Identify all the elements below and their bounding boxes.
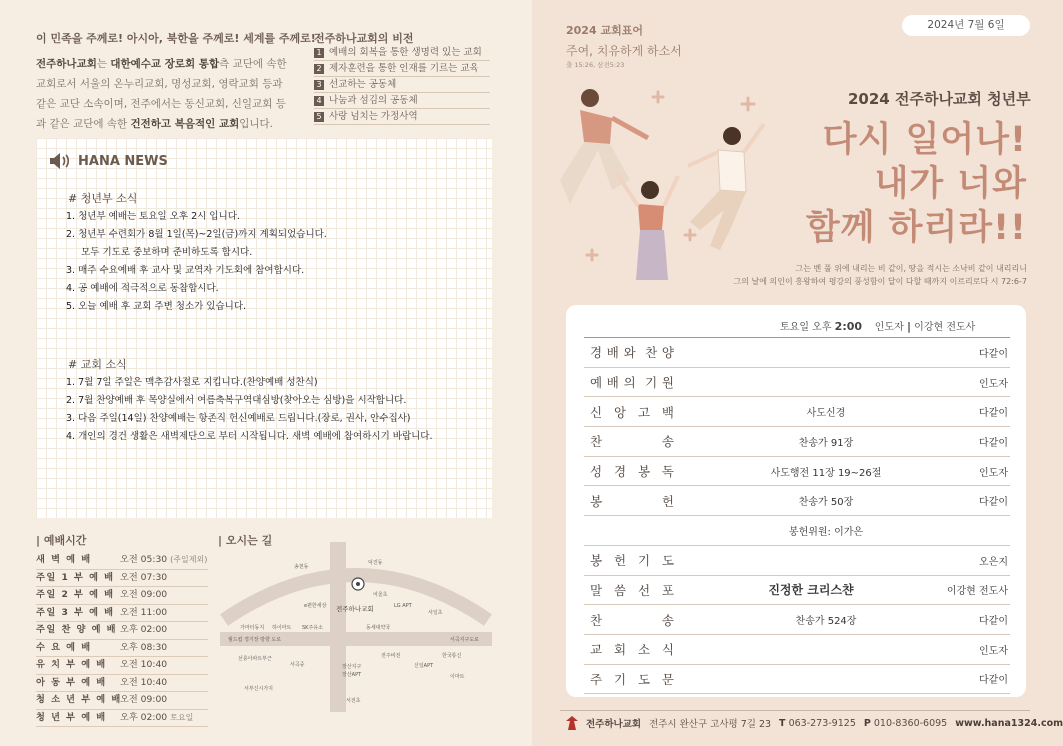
worship-row bbox=[584, 368, 1010, 398]
worship-item-detail: 찬송가 50장 bbox=[798, 497, 854, 509]
footer-phone-label: P bbox=[863, 717, 871, 729]
map-label: 서곡지구도로 bbox=[450, 637, 479, 643]
vision-item bbox=[314, 94, 490, 109]
service-name: 새 벽 예 배 bbox=[36, 554, 92, 565]
worship-item-detail: 찬송가 91장 bbox=[798, 437, 854, 449]
worship-item-leader: 다같이 bbox=[979, 408, 1008, 420]
worship-item-leader: 인도자 bbox=[979, 467, 1008, 479]
worship-item-name: 찬 송 bbox=[590, 434, 674, 450]
map-label: 서곡중 bbox=[290, 662, 305, 668]
church-news-title: # 교회 소식 bbox=[68, 358, 127, 371]
vision-text: 사랑 넘치는 가정사역 bbox=[329, 111, 418, 122]
worship-item-leader: 다같이 bbox=[979, 348, 1008, 360]
service-time: 오후 02:00 bbox=[120, 711, 168, 723]
map-label: 한국통신 bbox=[442, 653, 462, 659]
slogan-line: 내가 너와 bbox=[874, 164, 1027, 204]
worship-item-name: 찬 송 bbox=[590, 612, 674, 628]
schedule-row bbox=[36, 622, 208, 640]
map-title-text: 오시는 길 bbox=[225, 534, 273, 547]
schedule-row bbox=[36, 587, 208, 605]
vision-number: 2 bbox=[314, 64, 324, 74]
footer-divider bbox=[560, 710, 1030, 711]
service-name: 주일 1 부 예 배 bbox=[36, 571, 115, 583]
schedule-row bbox=[36, 552, 208, 570]
list-item: 2. 청년부 수련회가 8월 1일(목)~2일(금)까지 계획되었습니다. bbox=[66, 229, 327, 240]
worship-item-name: 봉 헌 기 도 bbox=[590, 553, 674, 569]
vision-text: 제자훈련을 통한 인재를 기르는 교육 bbox=[329, 63, 479, 74]
schedule-row bbox=[36, 657, 208, 675]
worship-header bbox=[780, 318, 975, 333]
footer-phone: 010-8360-6095 bbox=[873, 717, 948, 729]
vision-item bbox=[314, 78, 490, 93]
list-item: 3. 다음 주일(14일) 찬양예배는 항존직 헌신예배로 드립니다.(장로, 권사, 안수집사) bbox=[66, 413, 411, 424]
service-time: 오전 10:40 bbox=[120, 676, 168, 688]
worship-row bbox=[584, 397, 1010, 427]
list-item: 모두 기도로 중보하며 준비하도록 합시다. bbox=[66, 247, 253, 258]
map-label: 동세대약국 bbox=[366, 625, 391, 631]
denomination: 대한예수교 장로회 통합 bbox=[110, 58, 220, 70]
vision-item bbox=[314, 110, 490, 125]
map-label: 서부신시가지 bbox=[244, 686, 273, 692]
worship-item-detail: 진정한 크리스챤 bbox=[768, 583, 854, 598]
worship-item-detail: 봉헌위원: 이가은 bbox=[788, 526, 864, 538]
intro-text: 는 bbox=[96, 58, 111, 70]
service-name: 청 년 부 예 배 bbox=[36, 711, 107, 723]
worship-item-leader: 오은지 bbox=[979, 556, 1008, 568]
map-pin-icon bbox=[352, 578, 364, 590]
youth-news-heading bbox=[68, 190, 137, 206]
map-label: 하이마트 bbox=[272, 625, 292, 631]
youth-news-title: # 청년부 소식 bbox=[68, 192, 138, 205]
service-name: 아 동 부 예 배 bbox=[36, 676, 107, 688]
map-label: 선릉아파트부근 bbox=[238, 656, 272, 662]
footer-church-name: 전주하나교회 bbox=[586, 719, 642, 730]
worship-item-leader: 다같이 bbox=[979, 616, 1008, 628]
map-label: 장산APT bbox=[342, 672, 362, 678]
worship-item-detail: 찬송가 524장 bbox=[795, 616, 857, 628]
vision-number: 3 bbox=[314, 80, 324, 90]
intro-text: 측 교단에 속한 교회로서 서울의 온누리교회, 명성교회, 영락교회 등과 같은 교단 소속이며, 전주에서는 동신교회, 신일교회 등과 같은 교단에 속한 bbox=[36, 58, 287, 130]
service-name: 수 요 예 배 bbox=[36, 641, 92, 653]
vision-text: 선교하는 공동체 bbox=[329, 79, 397, 90]
worship-leader: 이강현 전도사 bbox=[914, 322, 976, 333]
service-time: 오전 07:30 bbox=[120, 571, 168, 583]
jumping-people-illustration bbox=[540, 80, 790, 290]
footer-tel-label: T bbox=[779, 717, 786, 729]
scripture-quote bbox=[734, 262, 1027, 288]
speaker-icon bbox=[48, 152, 72, 170]
worship-item-name: 주 기 도 문 bbox=[590, 671, 674, 687]
list-item: 4. 공 예배에 적극적으로 동참합시다. bbox=[66, 283, 219, 294]
service-time: 오전 09:00 bbox=[120, 694, 168, 705]
map-label: 가마터동지 bbox=[240, 625, 265, 631]
map-label: 서일초 bbox=[428, 610, 443, 616]
worship-row bbox=[584, 605, 1010, 635]
map-label: 신일APT bbox=[414, 663, 434, 669]
vision-item bbox=[314, 62, 490, 77]
service-time: 오전 05:30 bbox=[120, 554, 168, 565]
bulletin-date: 2024년 7월 6일 bbox=[902, 15, 1030, 36]
worship-row bbox=[584, 665, 1010, 695]
map-label: 여울초 bbox=[373, 592, 388, 598]
year-theme-title: 2024 교회표어 bbox=[566, 24, 643, 37]
map-label: 전주비전 bbox=[381, 653, 401, 659]
vision-item bbox=[314, 46, 490, 61]
worship-item-leader: 다같이 bbox=[979, 437, 1008, 449]
worship-row bbox=[584, 516, 1010, 546]
vision-text: 예배의 회복을 통한 생명력 있는 교회 bbox=[329, 47, 482, 58]
list-item: 3. 매주 수요예배 후 교사 및 교역자 기도회에 참여합시다. bbox=[66, 265, 305, 276]
vision-number: 5 bbox=[314, 112, 324, 122]
map-label: 이마트 bbox=[450, 674, 465, 680]
year-theme-reference: 출 15:26, 삼전5:23 bbox=[566, 61, 625, 69]
worship-item-name: 성 경 봉 독 bbox=[590, 464, 674, 480]
map-label: 서전초 bbox=[346, 698, 361, 704]
list-item: 1. 7월 7일 주일은 맥추감사절로 지킵니다.(찬양예배 성찬식) bbox=[66, 377, 318, 388]
worship-item-leader: 다같이 bbox=[979, 497, 1008, 509]
map-label: LG APT bbox=[394, 603, 412, 609]
service-time: 오전 09:00 bbox=[120, 589, 168, 600]
map-label: 송천동 bbox=[294, 564, 309, 570]
vision-number: 1 bbox=[314, 48, 324, 58]
service-note: (주일제외) bbox=[170, 555, 208, 564]
worship-row bbox=[584, 338, 1010, 368]
church-news-heading bbox=[68, 356, 127, 372]
schedule-title-text: 예배시간 bbox=[43, 534, 87, 547]
worship-row bbox=[584, 457, 1010, 487]
schedule-row bbox=[36, 605, 208, 623]
service-time: 오후 08:30 bbox=[120, 641, 168, 653]
map-label: 월드컵 경기장 방향 도로 bbox=[228, 637, 282, 643]
intro-text: 입니다. bbox=[239, 118, 274, 130]
schedule-table bbox=[36, 552, 208, 727]
church-name: 전주하나교회 bbox=[36, 58, 97, 70]
map-label: 덕진동 bbox=[368, 560, 383, 566]
worship-item-leader: 인도자 bbox=[979, 645, 1008, 657]
list-item: 4. 개인의 경건 생활은 새벽제단으로 부터 시작됩니다. 새벽 예배에 참여하시기 바랍니다. bbox=[66, 431, 433, 442]
year-theme-text: 주여, 치유하게 하소서 bbox=[566, 44, 682, 58]
map-label: e편한세상 bbox=[304, 603, 327, 609]
vision-title: 전주하나교회의 비전 bbox=[314, 32, 414, 45]
service-name: 주일 찬 양 예 배 bbox=[36, 624, 118, 635]
footer-address: 전주시 완산구 고사평 7길 23 bbox=[649, 719, 772, 730]
worship-row bbox=[584, 546, 1010, 576]
schedule-row bbox=[36, 710, 208, 728]
intro-headline: 이 민족을 주께로! 아시아, 북한을 주께로! 세계를 주께로! bbox=[36, 32, 316, 45]
worship-item-leader: 인도자 bbox=[979, 378, 1008, 390]
service-note: 토요일 bbox=[170, 712, 194, 722]
news-header bbox=[48, 152, 168, 170]
schedule-row bbox=[36, 570, 208, 588]
service-name: 주일 3 부 예 배 bbox=[36, 606, 115, 618]
vision-number: 4 bbox=[314, 96, 324, 106]
map-title: | 오시는 길 bbox=[218, 534, 273, 547]
list-item: 2. 7월 찬양예배 후 목양실에서 여름축복구역대심방(찾아오는 심방)을 시작합니다. bbox=[66, 395, 407, 406]
intro-paragraph bbox=[36, 54, 294, 134]
scripture-line: 그는 벤 풀 위에 내리는 비 같이, 땅을 적시는 소낙비 같이 내리리니 bbox=[795, 264, 1027, 273]
worship-order-table bbox=[584, 338, 1010, 694]
slogan bbox=[806, 118, 1027, 250]
worship-item-name: 봉 헌 bbox=[590, 493, 674, 509]
slogan-line: 함께 하리라!! bbox=[805, 208, 1027, 248]
schedule-title: | 예배시간 bbox=[36, 534, 87, 547]
worship-row bbox=[584, 576, 1010, 606]
worship-item-leader: 이강현 전도사 bbox=[946, 586, 1008, 598]
list-item: 5. 오늘 예배 후 교회 주변 청소가 있습니다. bbox=[66, 301, 247, 312]
map-label-church: 전주하나교회 bbox=[336, 605, 374, 613]
service-name: 청 소 년 부 예 배 bbox=[36, 694, 122, 705]
worship-item-name: 말 씀 선 포 bbox=[590, 582, 674, 598]
worship-row bbox=[584, 635, 1010, 665]
worship-row bbox=[584, 427, 1010, 457]
footer-tel: 063-273-9125 bbox=[788, 717, 856, 729]
footer bbox=[566, 716, 1063, 730]
footer-website[interactable]: www.hana1324.com bbox=[955, 717, 1063, 729]
scripture-line: 그의 날에 의인이 흥왕하여 평강의 풍성함이 달이 다할 때까지 이르리로다 시 72:6-7 bbox=[733, 277, 1027, 286]
youth-news-list bbox=[66, 208, 327, 316]
worship-item-name: 신 앙 고 백 bbox=[590, 404, 674, 420]
map-label: 장산지구 bbox=[342, 664, 362, 670]
worship-item-name: 예 배 의 기 원 bbox=[590, 375, 674, 391]
worship-item-detail: 사도신경 bbox=[806, 408, 846, 420]
map-label: SK주유소 bbox=[302, 625, 323, 631]
news-title: HANA NEWS bbox=[78, 153, 168, 169]
vision-list bbox=[314, 46, 490, 126]
schedule-row bbox=[36, 640, 208, 658]
church-description: 건전하고 복음적인 교회 bbox=[130, 118, 240, 130]
leader-separator: | bbox=[906, 320, 911, 333]
worship-time-label: 토요일 오후 bbox=[780, 322, 832, 333]
schedule-row bbox=[36, 675, 208, 693]
leader-label: 인도자 bbox=[874, 322, 904, 333]
slogan-line: 다시 일어나! bbox=[822, 120, 1027, 160]
schedule-row bbox=[36, 692, 208, 710]
service-time: 오전 11:00 bbox=[120, 606, 168, 618]
service-name: 주일 2 부 예 배 bbox=[36, 589, 115, 600]
church-logo-icon bbox=[566, 716, 578, 730]
worship-item-name: 경 배 와 찬 양 bbox=[590, 345, 674, 361]
church-news-list bbox=[66, 374, 433, 446]
event-subtitle: 2024 전주하나교회 청년부 bbox=[848, 90, 1031, 108]
worship-item-detail: 사도행전 11장 19~26절 bbox=[770, 467, 882, 479]
worship-row bbox=[584, 486, 1010, 516]
service-time: 오후 02:00 bbox=[120, 624, 168, 635]
service-time: 오전 10:40 bbox=[120, 659, 168, 670]
worship-item-name: 교 회 소 식 bbox=[590, 642, 674, 658]
list-item: 1. 청년부 예배는 토요일 오후 2시 입니다. bbox=[66, 211, 240, 222]
worship-time: 2:00 bbox=[834, 320, 863, 333]
church-map bbox=[218, 540, 494, 716]
vision-text: 나눔과 섬김의 공동체 bbox=[329, 95, 418, 106]
worship-item-leader: 다같이 bbox=[979, 675, 1008, 687]
service-name: 유 치 부 예 배 bbox=[36, 659, 107, 670]
